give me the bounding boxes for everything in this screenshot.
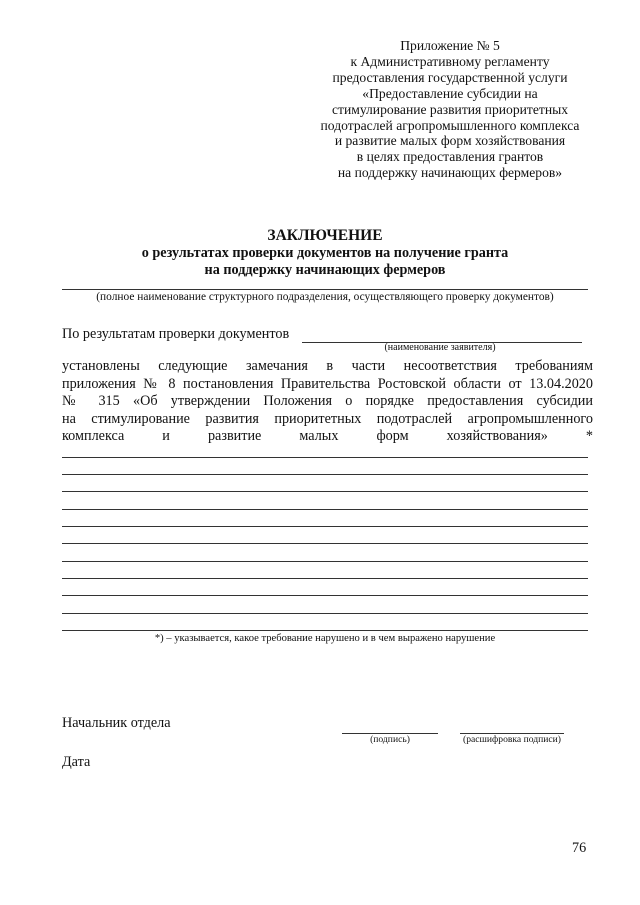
remarks-paragraph xyxy=(62,358,593,446)
appendix-line: в целях предоставления грантов xyxy=(356,149,544,165)
document-subtitle-line1: о результатах проверки документов на получение гранта xyxy=(141,245,509,261)
appendix-line: стимулирование развития приоритетных xyxy=(331,101,569,117)
appendix-line: подотраслей агропромышленного комплекса xyxy=(320,117,580,133)
blank-line xyxy=(62,578,588,579)
blank-line xyxy=(62,561,588,562)
paragraph-line: установлены следующие замечания в части несоответствия требованиям xyxy=(62,358,593,374)
blank-line xyxy=(62,509,588,510)
paragraph-line: № 315 «Об утверждении Положения о порядке предоставления субсидии xyxy=(62,393,593,409)
blank-line xyxy=(62,457,588,458)
document-subtitle-line2: на поддержку начинающих фермеров xyxy=(204,262,446,278)
appendix-line: и развитие малых форм хозяйствования xyxy=(334,133,566,149)
appendix-line: к Административному регламенту xyxy=(350,53,550,69)
blank-line xyxy=(62,526,588,527)
blank-line xyxy=(62,474,588,475)
paragraph-line: на стимулирование развития приоритетных подотраслей агропромышленного xyxy=(62,410,593,427)
footnote: *) – указывается, какое требование нарушено и в чем выражено нарушение xyxy=(154,633,496,644)
decode-caption: (расшифровка подписи) xyxy=(463,734,561,745)
blank-line xyxy=(62,613,588,614)
check-line-prefix: По результатам проверки документов xyxy=(62,326,290,342)
blank-line xyxy=(62,491,588,492)
page-number: 76 xyxy=(572,840,587,856)
paragraph-line: приложения № 8 постановления Правительства Ростовской области от 13.04.2020 xyxy=(62,375,593,392)
document-title: ЗАКЛЮЧЕНИЕ xyxy=(267,227,383,244)
applicant-caption: (наименование заявителя) xyxy=(384,342,496,353)
appendix-line: на поддержку начинающих фермеров» xyxy=(337,165,563,181)
signature-caption: (подпись) xyxy=(370,734,410,745)
paragraph-line: комплекса и развитие малых форм хозяйствования» * xyxy=(62,428,593,444)
position-label: Начальник отдела xyxy=(62,715,171,731)
blank-line xyxy=(62,595,588,596)
division-caption: (полное наименование структурного подразделения, осуществляющего проверку документов) xyxy=(96,291,554,303)
blank-line xyxy=(62,543,588,544)
appendix-line: предоставления государственной услуги xyxy=(332,69,568,85)
division-name-line xyxy=(62,289,588,290)
appendix-header xyxy=(300,38,600,181)
blank-line xyxy=(62,630,588,631)
date-label: Дата xyxy=(62,754,91,770)
appendix-line: «Предоставление субсидии на xyxy=(362,85,538,101)
appendix-line: Приложение № 5 xyxy=(400,38,500,53)
